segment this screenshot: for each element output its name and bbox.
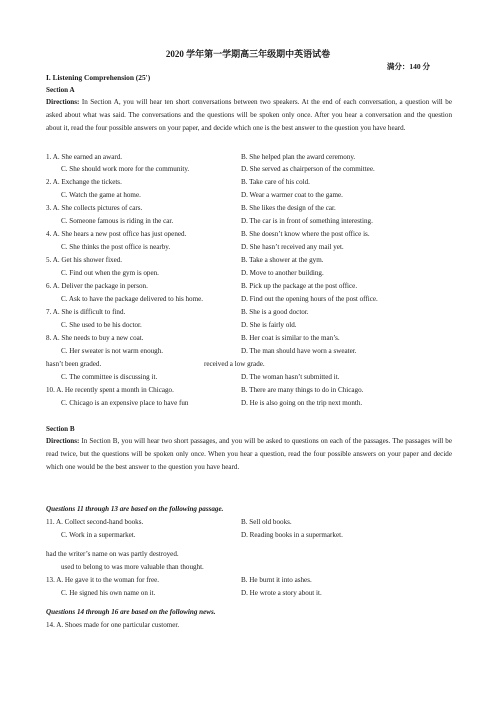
section-b-directions: [46, 435, 452, 474]
answer-option: C. Work in a supermarket.: [61, 531, 136, 539]
answer-option: C. He signed his own name on it.: [61, 589, 156, 597]
answer-option: D. The man should have worn a sweater.: [241, 347, 357, 355]
answer-option: D. She hasn’t received any mail yet.: [241, 243, 344, 251]
answer-option: 3. A. She collects pictures of cars.: [46, 204, 143, 212]
directions-text: In Section A, you will hear ten short conversations between two speakers. At the end of each conversation, a question will be asked about what was said. The conversations and the questions will be spoken only once. After you hear a conversation and the question about it, read the four possible answers on your paper, and decide which one is the best answer to the question you have heard.: [46, 98, 452, 132]
answer-option: 7. A. She is difficult to find.: [46, 308, 126, 316]
answer-option: C. Ask to have the package delivered to his home.: [61, 295, 204, 303]
answer-option: C. Watch the game at home.: [61, 191, 141, 199]
passage-intro: Questions 11 through 13 are based on the following passage.: [46, 505, 224, 513]
answer-option: D. The woman hasn’t submitted it.: [241, 373, 340, 381]
answer-option: B. Her coat is similar to the man’s.: [241, 334, 340, 342]
answer-option: C. Chicago is an expensive place to have fun: [61, 399, 189, 407]
answer-option: 14. A. Shoes made for one particular customer.: [46, 621, 180, 629]
news-intro: Questions 14 through 16 are based on the following news.: [46, 608, 216, 616]
directions-label: Directions:: [46, 437, 80, 445]
total-score: 满分：140 分: [386, 62, 430, 71]
answer-option: D. Find out the opening hours of the post office.: [241, 295, 378, 303]
answer-option: 10. A. He recently spent a month in Chicago.: [46, 386, 174, 394]
answer-option: 13. A. He gave it to the woman for free.: [46, 576, 160, 584]
answer-option: B. She helped plan the award ceremony.: [241, 153, 356, 161]
answer-option: B. She is a good doctor.: [241, 308, 309, 316]
answer-option: received a low grade.: [204, 360, 265, 368]
answer-option: C. Someone famous is riding in the car.: [61, 217, 174, 225]
answer-option: D. The car is in front of something interesting.: [241, 217, 373, 225]
answer-option: 11. A. Collect second-hand books.: [46, 518, 144, 526]
answer-option: C. She thinks the post office is nearby.: [61, 243, 171, 251]
answer-option: 5. A. Get his shower fixed.: [46, 256, 123, 264]
answer-option: C. The committee is discussing it.: [61, 373, 158, 381]
part-heading: I. Listening Comprehension (25'): [46, 73, 151, 82]
answer-option: B. She doesn’t know where the post office is.: [241, 230, 370, 238]
answer-option: D. She served as chairperson of the committee.: [241, 165, 375, 173]
answer-option: D. Reading books in a supermarket.: [241, 531, 343, 539]
answer-option: C. She used to be his doctor.: [61, 321, 142, 329]
answer-option: B. Take care of his cold.: [241, 178, 310, 186]
answer-option: D. She is fairly old.: [241, 321, 297, 329]
section-a-heading: Section A: [46, 86, 75, 94]
section-b-heading: Section B: [46, 425, 75, 433]
section-a-directions: [46, 96, 452, 135]
answer-option: B. Pick up the package at the post office.: [241, 282, 358, 290]
answer-fragment: had the writer’s name on was partly destroyed.: [46, 550, 179, 558]
answer-option: 4. A. She hears a new post office has just opened.: [46, 230, 187, 238]
directions-text: In Section B, you will hear two short passages, and you will be asked to questions on each of the passages. The passages will be read twice, but the questions will be spoken only once. When you hear a question, read the four possible answers on your paper and decide which one would be the best answer to the question you have heard.: [46, 437, 452, 471]
answer-option: B. There are many things to do in Chicago.: [241, 386, 364, 394]
answer-option: B. Sell old books.: [241, 518, 292, 526]
answer-option: hasn’t been graded.: [46, 360, 102, 368]
answer-option: D. He wrote a story about it.: [241, 589, 322, 597]
answer-option: C. Find out when the gym is open.: [61, 269, 159, 277]
answer-option: B. He burnt it into ashes.: [241, 576, 312, 584]
answer-option: D. He is also going on the trip next month.: [241, 399, 363, 407]
answer-option: D. Move to another building.: [241, 269, 324, 277]
answer-option: 8. A. She needs to buy a new coat.: [46, 334, 144, 342]
answer-option: 2. A. Exchange the tickets.: [46, 178, 122, 186]
answer-option: 1. A. She earned an award.: [46, 153, 123, 161]
answer-option: B. Take a shower at the gym.: [241, 256, 324, 264]
answer-option: B. She likes the design of the car.: [241, 204, 336, 212]
answer-option: D. Wear a warmer coat to the game.: [241, 191, 343, 199]
exam-title: 2020 学年第一学期高三年级期中英语试卷: [165, 49, 331, 59]
directions-label: Directions:: [46, 98, 80, 106]
answer-option: C. She should work more for the community.: [61, 165, 190, 173]
answer-fragment: used to belong to was more valuable than thought.: [61, 563, 204, 571]
answer-option: 6. A. Deliver the package in person.: [46, 282, 148, 290]
answer-option: C. Her sweater is not warm enough.: [61, 347, 164, 355]
